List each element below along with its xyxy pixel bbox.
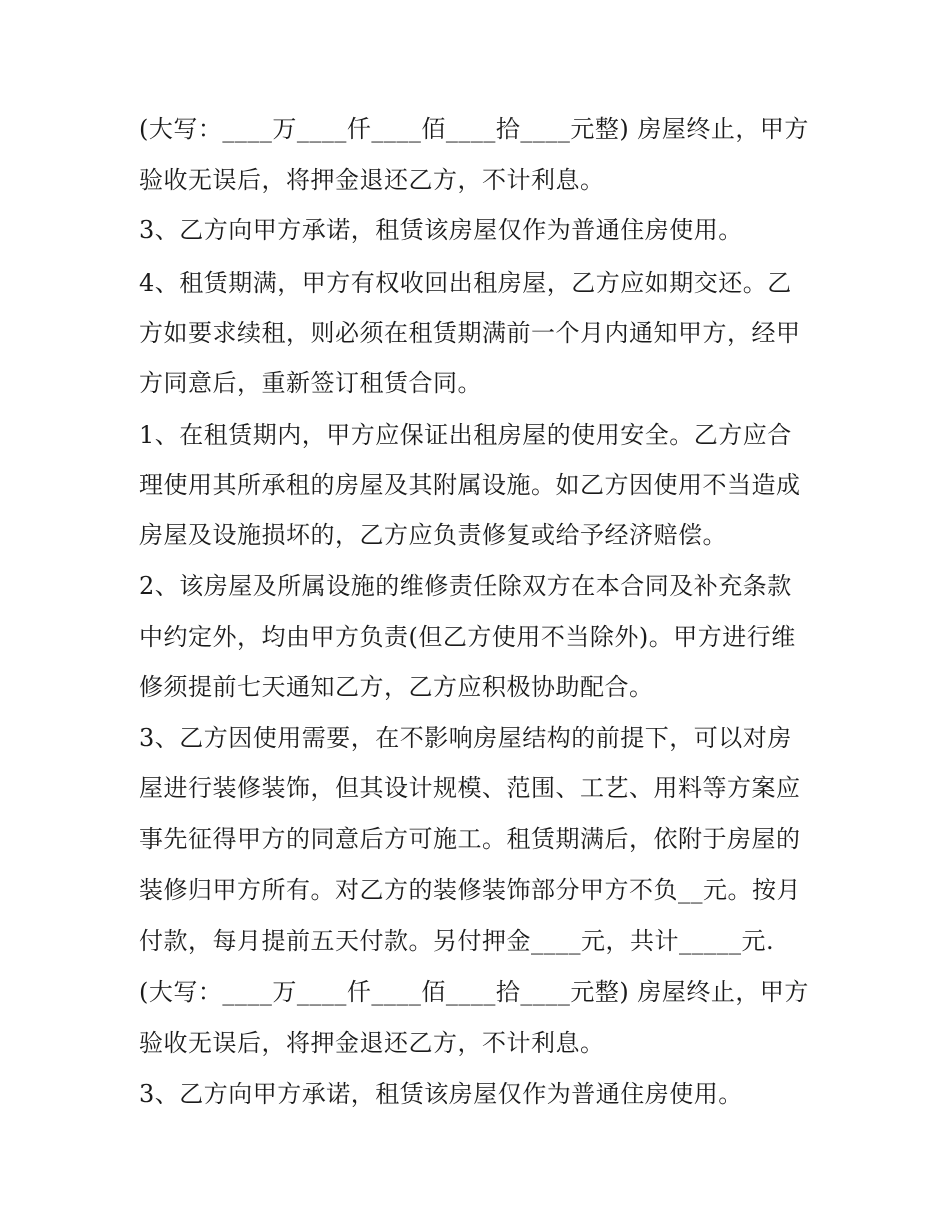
text-line: 验收无误后，将押金退还乙方，不计利息。 — [139, 166, 605, 194]
text-line: (大写：____万____仟____佰____拾____元整) 房屋终止，甲方 — [139, 115, 809, 143]
text-line: 4、租赁期满，甲方有权收回出租房屋，乙方应如期交还。乙 — [139, 269, 792, 297]
text-line: 事先征得甲方的同意后方可施工。租赁期满后，依附于房屋的 — [139, 825, 801, 853]
text-line: 房屋及设施损坏的，乙方应负责修复或给予经济赔偿。 — [139, 521, 727, 549]
text-line: 验收无误后，将押金退还乙方，不计利息。 — [139, 1029, 605, 1057]
text-line: 修须提前七天通知乙方，乙方应积极协助配合。 — [139, 673, 654, 701]
text-line: 屋进行装修装饰，但其设计规模、范围、工艺、用料等方案应 — [139, 774, 801, 802]
text-line: (大写：____万____仟____佰____拾____元整) 房屋终止，甲方 — [139, 978, 809, 1006]
text-line: 方如要求续租，则必须在租赁期满前一个月内通知甲方，经甲 — [139, 319, 801, 347]
text-line: 2、该房屋及所属设施的维修责任除双方在本合同及补充条款 — [139, 572, 792, 600]
text-line: 3、乙方向甲方承诺，租赁该房屋仅作为普通住房使用。 — [139, 1080, 743, 1108]
text-line: 理使用其所承租的房屋及其附属设施。如乙方因使用不当造成 — [139, 471, 801, 499]
text-line: 付款，每月提前五天付款。另付押金____元，共计_____元. — [139, 927, 775, 955]
text-line: 中约定外，均由甲方负责(但乙方使用不当除外)。甲方进行维 — [139, 623, 796, 651]
text-line: 1、在租赁期内，甲方应保证出租房屋的使用安全。乙方应合 — [139, 421, 792, 449]
text-line: 3、乙方因使用需要，在不影响房屋结构的前提下，可以对房 — [139, 724, 792, 752]
text-line: 3、乙方向甲方承诺，租赁该房屋仅作为普通住房使用。 — [139, 216, 743, 244]
text-line: 装修归甲方所有。对乙方的装修装饰部分甲方不负__元。按月 — [139, 876, 801, 904]
text-line: 方同意后，重新签订租赁合同。 — [139, 369, 482, 397]
